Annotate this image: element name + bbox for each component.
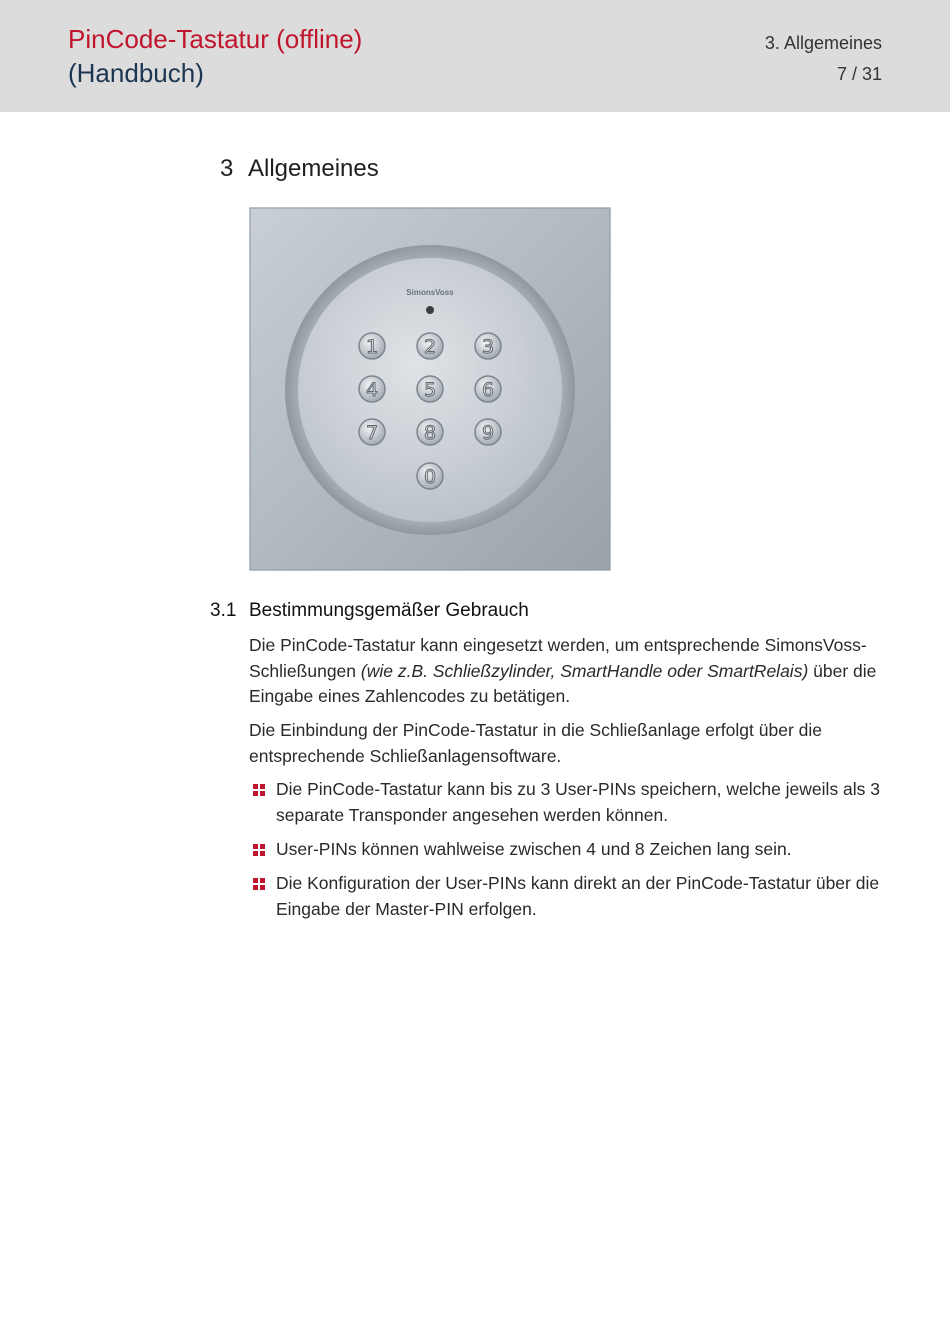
bullet-icon — [253, 878, 265, 890]
bullet-icon — [253, 844, 265, 856]
list-item-text: User-PINs können wahlweise zwischen 4 und 8 Zeichen lang sein. — [276, 839, 792, 859]
keypad-key-label: 1 — [365, 336, 379, 358]
keypad-key-label: 5 — [423, 379, 437, 401]
keypad-key-label: 3 — [481, 336, 495, 358]
paragraph-italic-examples: (wie z.B. Schließzylinder, SmartHandle oder SmartRelais) — [360, 660, 809, 681]
section-heading — [220, 155, 379, 183]
keypad-key-9 — [475, 419, 501, 445]
keypad-key-4 — [359, 376, 385, 402]
keypad-key-2 — [417, 333, 443, 359]
keypad-key-1 — [359, 333, 385, 359]
keypad-key-0 — [417, 463, 443, 489]
document-title-line1: PinCode-Tastatur (offline) — [68, 24, 363, 54]
list-item-text: Die Konfiguration der User-PINs kann direkt an der PinCode-Tastatur über die Eingabe der Master-PIN erfolgen. — [276, 873, 880, 919]
document-title-line2: (Handbuch) — [68, 58, 204, 88]
section-title: Allgemeines — [248, 155, 379, 182]
subsection-heading — [210, 600, 529, 622]
page-header — [0, 0, 950, 112]
keypad-key-label: 9 — [481, 422, 495, 444]
subsection-number: 3.1 — [210, 600, 237, 621]
section-number: 3 — [220, 155, 234, 182]
keypad-key-label: 4 — [365, 379, 379, 401]
keypad-key-label: 0 — [423, 466, 437, 488]
bullet-icon — [253, 784, 265, 796]
keypad-key-5 — [417, 376, 443, 402]
paragraph-integration: Die Einbindung der PinCode-Tastatur in die Schließanlage erfolgt über die entsprechende Schließanlagensoftware. — [249, 720, 822, 766]
keypad-photo — [249, 207, 611, 571]
header-meta — [765, 28, 882, 90]
chapter-label: 3. Allgemeines — [764, 33, 882, 53]
keypad-key-7 — [359, 419, 385, 445]
keypad-key-label: 8 — [423, 422, 437, 444]
brand-logo: SimonsVoss — [406, 288, 454, 297]
keypad-key-8 — [417, 419, 443, 445]
keypad-key-label: 6 — [481, 379, 495, 401]
keypad-key-3 — [475, 333, 501, 359]
list-item-text: Die PinCode-Tastatur kann bis zu 3 User-PINs speichern, welche jeweils als 3 separate Transponder angesehen werden können. — [276, 779, 881, 825]
page-number: 7 / 31 — [836, 64, 882, 84]
document-title — [68, 22, 362, 90]
status-led — [426, 306, 434, 314]
paragraph-text: über die Eingabe eines Zahlencodes zu betätigen. — [249, 660, 877, 706]
subsection-title: Bestimmungsgemäßer Gebrauch — [249, 600, 529, 621]
keypad-key-label: 2 — [423, 336, 437, 358]
paragraph-intended-use — [249, 633, 889, 710]
keypad-key-6 — [475, 376, 501, 402]
keypad-key-label: 7 — [365, 422, 379, 444]
paragraph-text: Die PinCode-Tastatur kann eingesetzt werden, um entsprechende SimonsVoss-Schließungen — [249, 635, 867, 681]
